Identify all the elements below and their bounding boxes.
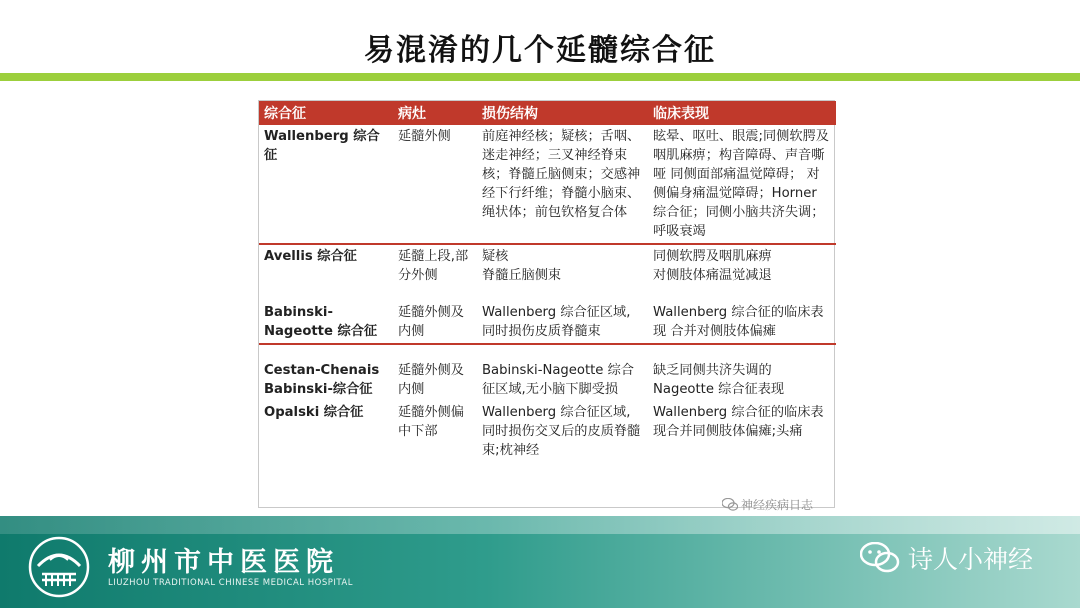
slide-title: 易混淆的几个延髓综合征 — [364, 33, 716, 68]
cell-clinical: 同侧软腭及咽肌麻痹 对侧肢体痛温觉减退 — [648, 244, 836, 287]
cell-syndrome: Babinski-Nageotte 综合征 — [264, 305, 378, 339]
cell-structures: 疑核 脊髓丘脑侧束 — [477, 244, 648, 287]
header-structures: 损伤结构 — [477, 101, 648, 125]
watermark-small-text: 神经疾病日志 — [741, 498, 814, 512]
cell-lesion: 延髓外侧 — [398, 129, 451, 144]
footer-band-highlight — [0, 516, 1080, 534]
cell-syndrome: Wallenberg 综合征 — [264, 129, 380, 163]
table-row — [259, 125, 836, 244]
table-header-row — [259, 101, 836, 125]
wechat-icon — [722, 498, 738, 514]
cell-clinical: Wallenberg 综合征的临床表现 合并对侧肢体偏瘫 — [653, 305, 824, 339]
cell-clinical: 眩晕、呕吐、眼震;同侧软腭及咽肌麻痹；构音障碍、声音嘶哑 同侧面部痛温觉障碍； 对侧偏身痛温觉障碍；Horner 综合征；同侧小脑共济失调；呼吸衰竭 — [653, 129, 829, 239]
cell-clinical: 缺乏同侧共济失调的Nageotte 综合征表现 — [648, 344, 836, 401]
syndrome-table — [258, 100, 835, 508]
cell-lesion: 延髓外侧及内侧 — [398, 305, 464, 339]
watermark-small — [722, 496, 813, 514]
table-row — [259, 244, 836, 287]
table-row — [259, 287, 836, 344]
hospital-name-cn: 柳州市中医医院 — [108, 547, 339, 578]
wechat-icon — [860, 542, 900, 580]
cell-lesion: 延髓外侧及内侧 — [393, 344, 477, 401]
header-syndrome: 综合征 — [259, 101, 393, 125]
cell-structures: 前庭神经核；疑核；舌咽、迷走神经；三叉神经脊束核；脊髓丘脑侧束；交感神经下行纤维；脊髓小脑束、绳状体；前包钦格复合体 — [482, 129, 641, 220]
table-row — [259, 401, 836, 462]
cell-syndrome: Opalski 综合征 — [264, 405, 364, 420]
watermark-large — [860, 540, 1033, 580]
cell-structures: Wallenberg 综合征区域,同时损伤皮质脊髓束 — [482, 305, 631, 339]
cell-structures: Wallenberg 综合征区域,同时损伤交叉后的皮质脊髓束;枕神经 — [482, 405, 641, 458]
watermark-large-text: 诗人小神经 — [908, 545, 1034, 574]
cell-syndrome: Avellis 综合征 — [259, 244, 393, 287]
hospital-name-en: LIUZHOU TRADITIONAL CHINESE MEDICAL HOSPITAL — [108, 578, 353, 588]
table-row — [259, 344, 836, 401]
cell-clinical: Wallenberg 综合征的临床表现合并同侧肢体偏瘫;头痛 — [653, 405, 824, 439]
title-underline-bar — [0, 73, 1080, 81]
header-clinical: 临床表现 — [648, 101, 836, 125]
hospital-logo-icon — [28, 536, 90, 598]
cell-syndrome: Cestan-Chenais Babinski-综合征 — [259, 344, 393, 401]
cell-lesion: 延髓上段,部分外侧 — [393, 244, 477, 287]
cell-structures: Babinski-Nageotte 综合征区域,无小脑下脚受损 — [477, 344, 648, 401]
header-lesion: 病灶 — [393, 101, 477, 125]
cell-lesion: 延髓外侧偏中下部 — [398, 405, 464, 439]
